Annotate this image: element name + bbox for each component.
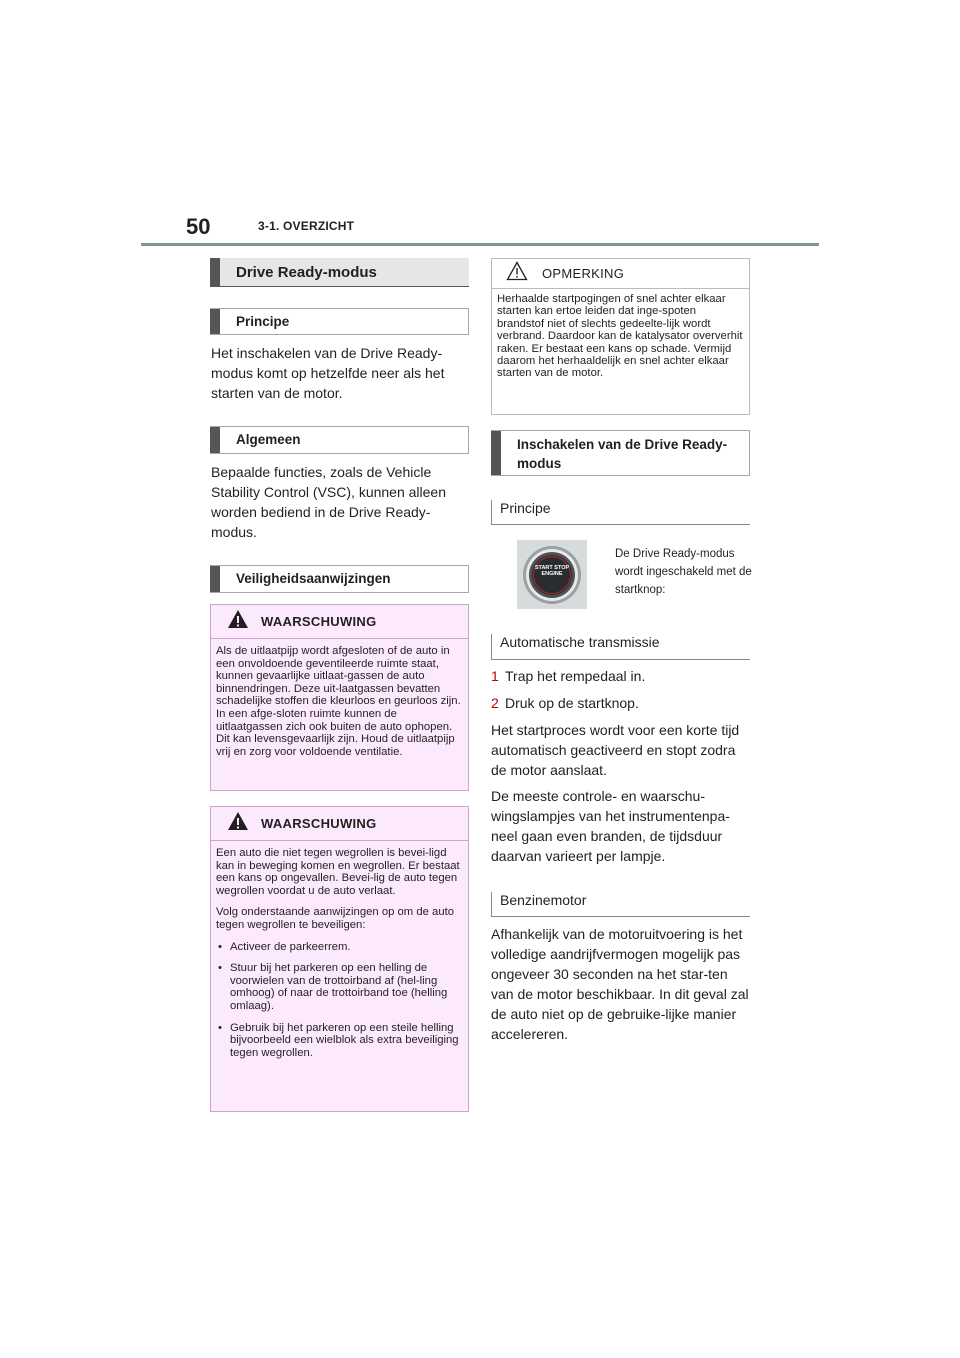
subsection-title: Veiligheidsaanwijzingen bbox=[236, 571, 391, 586]
subheading-principe: Principe bbox=[491, 500, 750, 525]
note-text: Herhaalde startpogingen of snel achter elkaar starten kan ertoe leiden dat inge-spoten brandstof niet of slechts gedeelte-lijk wordt verbrand. Daardoor kan de katalysator oververhit raken. Er bestaat een kans op schade. Vermijd daarom het herhaaldelijk en snel achter elkaar starten van de motor. bbox=[497, 293, 743, 380]
subsection-title: Inschakelen van de Drive Ready-modus bbox=[517, 437, 728, 471]
warning-lamps-text: De meeste controle- en waarschu-wingslampjes van het instrumentenpa-neel gaan even branden, de tijdsduur daarvan varieert per lampje. bbox=[491, 788, 730, 864]
section-title: Drive Ready-modus bbox=[236, 264, 377, 281]
subsection-principe bbox=[210, 308, 469, 335]
caution-outline-icon bbox=[506, 261, 528, 286]
subsection-algemeen bbox=[210, 426, 469, 454]
warning-box-rolling bbox=[210, 806, 469, 1112]
subheading-benzine: Benzinemotor bbox=[491, 892, 750, 917]
step-text: Druk op de startknop. bbox=[505, 695, 639, 711]
list-item: • Gebruik bij het parkeren op een steile helling bijvoorbeeld een wielblok als extra beveiliging tegen wegrollen. bbox=[216, 1022, 462, 1060]
principe-text: Het inschakelen van de Drive Ready-modus komt op hetzelfde neer als het starten van de motor. bbox=[211, 345, 445, 401]
section-inschakelen bbox=[491, 430, 750, 476]
warning-text: Als de uitlaatpijp wordt afgesloten of de auto in een onvoldoende geventileerde ruimte staat, kunnen gevaarlijke uitlaat-gassen de auto binnendringen. Deze uit-laatgassen bevatten schadelijke stoffen die kleurloos en geurloos zijn. In een afge-sloten ruimte kunnen de uitlaatgassen zich ook buiten de auto ophopen. Dit kan levensgevaarlijk zijn. Houd de uitlaatpijp vrij en zorg voor voldoende ventilatie. bbox=[216, 645, 461, 758]
start-process-text: Het startproces wordt voor een korte tijd automatisch geactiveerd en stopt zodra de motor aanslaat. bbox=[491, 722, 740, 778]
note-box bbox=[491, 258, 750, 415]
chapter-title: 3-1. OVERZICHT bbox=[258, 219, 355, 233]
warning-list bbox=[216, 941, 462, 1060]
warning-icon bbox=[227, 609, 249, 634]
step-number: 1 bbox=[491, 668, 499, 684]
subsection-title: Principe bbox=[236, 314, 290, 329]
step-text: Trap het rempedaal in. bbox=[505, 668, 646, 684]
subsection-title: Algemeen bbox=[236, 432, 301, 447]
list-item: • Activeer de parkeerrem. bbox=[216, 941, 462, 954]
section-drive-ready bbox=[210, 258, 469, 287]
warning-paragraph: Een auto die niet tegen wegrollen is bevei-ligd kan in beweging komen en wegrollen. Er bestaat een kans op ongevallen. Bevei-lig de auto tegen wegrollen voordat u de auto verlaat. bbox=[216, 847, 460, 897]
step-1 bbox=[491, 666, 645, 686]
list-item: • Stuur bij het parkeren op een helling de voorwielen van de trottoirband af (hel-ling omhoog) of naar de trottoirband toe (helling omlaag). bbox=[216, 962, 462, 1012]
warning-title: WAARSCHUWING bbox=[261, 614, 377, 629]
benzine-text: Afhankelijk van de motoruitvoering is het volledige aandrijfvermogen mogelijk pas ongeveer 30 seconden na het star-ten van de motor beschikbaar. In dit geval zal de auto niet op de gebruike-lijke manier accelereren. bbox=[491, 926, 749, 1042]
algemeen-text: Bepaalde functies, zoals de Vehicle Stability Control (VSC), kunnen alleen worden bediend in de Drive Ready-modus. bbox=[211, 464, 447, 540]
subsection-veiligheid bbox=[210, 565, 469, 593]
step-number: 2 bbox=[491, 695, 499, 711]
page-number: 50 bbox=[186, 214, 211, 239]
warning-icon bbox=[227, 811, 249, 836]
step-2 bbox=[491, 693, 639, 713]
header-rule bbox=[141, 243, 819, 246]
start-button-label: START STOP ENGINE bbox=[534, 565, 570, 577]
warning-box-exhaust bbox=[210, 604, 469, 791]
warning-title: WAARSCHUWING bbox=[261, 816, 377, 831]
note-title: OPMERKING bbox=[542, 266, 625, 281]
subheading-automatic: Automatische transmissie bbox=[491, 634, 750, 660]
button-caption: De Drive Ready-modus wordt ingeschakeld met de startknop: bbox=[615, 548, 752, 596]
warning-paragraph: Volg onderstaande aanwijzingen op om de auto tegen wegrollen te beveiligen: bbox=[216, 906, 455, 931]
